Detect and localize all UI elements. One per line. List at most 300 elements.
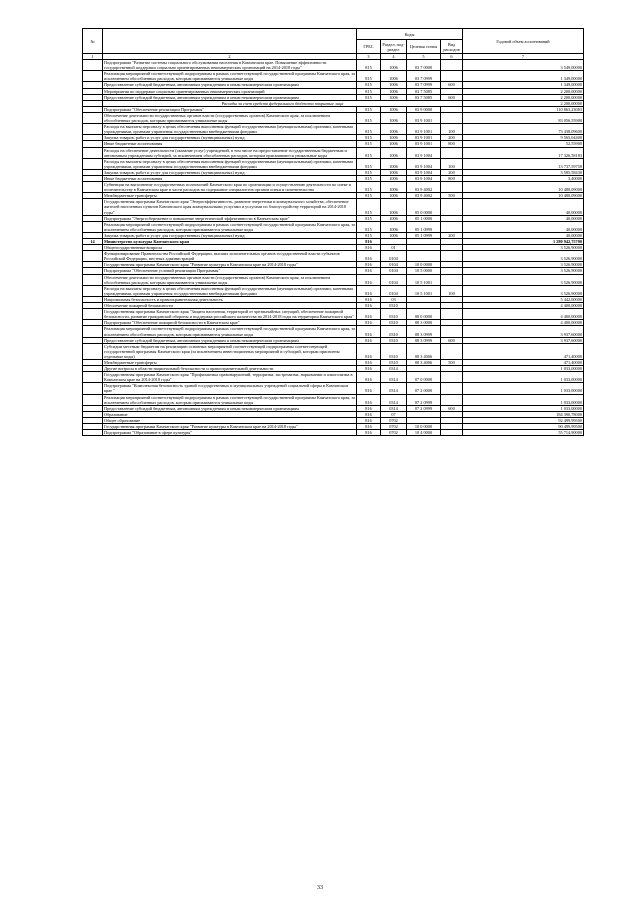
cell-amount: 3 526,90000 — [463, 274, 584, 285]
cell-target-article: 10 4 0000 — [407, 430, 441, 436]
header-csr: Целевая статья — [407, 40, 441, 54]
cell-amount: 184 390,78000 — [463, 411, 584, 417]
table-row — [83, 343, 584, 359]
table-row — [83, 199, 584, 215]
cell-razdel: 0104 — [381, 251, 407, 262]
table-row — [83, 60, 584, 71]
cell-expense-type — [441, 383, 463, 394]
cell-name: Субсидии местным бюджетам на реализацию основных мероприятий соответствующей подпрограммы соответствующей государственной программы Камчатского края (за исключением инвестиционных мероприятий и субсидий, которым присвоены отдельные коды) — [103, 343, 357, 359]
cell-num — [83, 60, 103, 71]
cell-expense-type: 600 — [441, 405, 463, 411]
cell-razdel: 1006 — [381, 182, 407, 193]
cell-target-article — [407, 251, 441, 262]
cell-name: Государственная программа Камчатского края "Профилактика правонарушений, терроризма, экстремизма, наркомании и алкоголизма в Камчатском крае на 2014-2018 годы" — [103, 372, 357, 383]
budget-table — [82, 28, 584, 436]
cell-num — [83, 326, 103, 337]
cell-target-article: 10 0 0000 — [407, 424, 441, 430]
cell-target-article: 03 9 1001 — [407, 135, 441, 141]
cell-num — [83, 251, 103, 262]
cell-target-article: 03 7 5085 — [407, 88, 441, 94]
table-row — [83, 285, 584, 296]
cell-grbs: 816 — [357, 262, 381, 268]
cell-expense-type — [441, 147, 463, 158]
cell-grbs: 815 — [357, 82, 381, 88]
cell-amount: 4 400,00000 — [463, 303, 584, 309]
cell-expense-type: 600 — [441, 337, 463, 343]
cell-grbs: 815 — [357, 135, 381, 141]
cell-razdel: 1006 — [381, 112, 407, 123]
cell-grbs: 815 — [357, 221, 381, 232]
cell-amount: 40,00000 — [463, 221, 584, 232]
table-row — [83, 221, 584, 232]
cell-razdel: 0310 — [381, 309, 407, 320]
cell-name: Подпрограмма "Обеспечение реализации Программы" — [103, 106, 357, 112]
cell-razdel: 0702 — [381, 424, 407, 430]
cell-amount: 1 349,00000 — [463, 82, 584, 88]
cell-num — [83, 285, 103, 296]
cell-expense-type — [441, 60, 463, 71]
cell-grbs: 816 — [357, 303, 381, 309]
cell-grbs: 816 — [357, 372, 381, 383]
cell-target-article: 03 9 4002 — [407, 182, 441, 193]
cell-target-article: 05 1 0999 — [407, 232, 441, 238]
cell-name: Расходы на обеспечение деятельности (оказание услуг) учреждений, в том числе на предоставление государственным бюджетным и автономным учреждениям субсидий, за исключением обособленных расходов, которым присваиваются уникальные коды — [103, 147, 357, 158]
header-grbs: ГРБС — [357, 40, 381, 54]
cell-target-article: 03 7 0999 — [407, 71, 441, 82]
table-row — [83, 158, 584, 169]
cell-amount: 40,00000 — [463, 199, 584, 215]
cell-grbs: 815 — [357, 112, 381, 123]
table-row — [83, 71, 584, 82]
cell-razdel: 1006 — [381, 193, 407, 199]
cell-name: Расходы на выплаты персоналу в целях обеспечения выполнения функций государственными (муниципальными) органами, казенными учреждениями, органами управления государственными внебюджетными фондами — [103, 158, 357, 169]
cell-num — [83, 221, 103, 232]
cell-expense-type — [441, 430, 463, 436]
cell-razdel: 0702 — [381, 430, 407, 436]
header-name — [103, 29, 357, 54]
cell-target-article: 08 3 0999 — [407, 326, 441, 337]
column-number: 1 — [83, 54, 103, 60]
cell-name: Государственная программа Камчатского края "Развитие культуры в Камчатском крае на 2014-2018 годы" — [103, 424, 357, 430]
cell-razdel: 1006 — [381, 135, 407, 141]
cell-expense-type: 100 — [441, 158, 463, 169]
cell-expense-type — [441, 182, 463, 193]
cell-name: Подпрограмма "Образование в сфере культуры" — [103, 430, 357, 436]
cell-expense-type — [441, 251, 463, 262]
cell-num — [83, 372, 103, 383]
cell-expense-type: 500 — [441, 193, 463, 199]
cell-expense-type — [441, 326, 463, 337]
table-row — [83, 274, 584, 285]
cell-name: Мероприятия по поддержке социально ориентированных некоммерческих организаций — [103, 88, 357, 94]
cell-target-article: 07 2 0999 — [407, 394, 441, 405]
cell-name: Обеспечение деятельности государственных органов власти (государственных органов) Камчатского края, за исключением обособленных расходов, которым присваиваются уникальные коды — [103, 274, 357, 285]
cell-target-article: 03 9 4002 — [407, 193, 441, 199]
table-row — [83, 326, 584, 337]
cell-razdel: 1006 — [381, 141, 407, 147]
cell-grbs: 815 — [357, 193, 381, 199]
cell-grbs: 815 — [357, 175, 381, 181]
table-row — [83, 251, 584, 262]
cell-grbs: 816 — [357, 309, 381, 320]
cell-grbs: 815 — [357, 182, 381, 193]
cell-amount: 4 400,00000 — [463, 309, 584, 320]
table-body — [83, 60, 584, 436]
cell-expense-type: 600 — [441, 82, 463, 88]
cell-amount: 471,40000 — [463, 343, 584, 359]
cell-razdel: 0702 — [381, 417, 407, 423]
cell-razdel: 1006 — [381, 88, 407, 94]
cell-name: Расходы на выплаты персоналу в целях обеспечения выполнения функций государственными (муниципальными) органами, казенными учреждениями, органами управления государственными внебюджетными фондами — [103, 124, 357, 135]
cell-amount: 10 480,09000 — [463, 193, 584, 199]
cell-name: Обеспечение деятельности государственных органов власти (государственных органов) Камчатского края, за исключением обособленных расходов, которым присваиваются уникальные коды — [103, 112, 357, 123]
cell-target-article: 03 9 1004 — [407, 169, 441, 175]
cell-razdel: 0314 — [381, 372, 407, 383]
cell-name: Закупка товаров, работ и услуг для государственных (муниципальных) нужд — [103, 232, 357, 238]
cell-amount: 13 737,59758 — [463, 158, 584, 169]
cell-target-article: 07 2 0000 — [407, 383, 441, 394]
cell-target-article: 03 9 1001 — [407, 124, 441, 135]
cell-name: Подпрограмма "Комплексная безопасность зданий государственных и муниципальных учреждений социальной сферы в Камчатском крае " — [103, 383, 357, 394]
header-razdel: Раздел, под-раздел — [382, 41, 405, 52]
cell-expense-type: 200 — [441, 232, 463, 238]
cell-grbs: 816 — [357, 337, 381, 343]
cell-amount: 40,00000 — [463, 232, 584, 238]
cell-num — [83, 343, 103, 359]
cell-name: Предоставление субсидий бюджетным, автономным учреждениям и иным некоммерческим организациям — [103, 337, 357, 343]
cell-amount: 1 033,00000 — [463, 372, 584, 383]
cell-amount: 3 549,00000 — [463, 60, 584, 71]
cell-razdel: 0310 — [381, 320, 407, 326]
cell-target-article: 03 7 5085 — [407, 94, 441, 100]
cell-razdel: 0104 — [381, 285, 407, 296]
cell-num — [83, 112, 103, 123]
cell-razdel: 1006 — [381, 124, 407, 135]
cell-num — [83, 124, 103, 135]
cell-name: Закупка товаров, работ и услуг для государственных (муниципальных) нужд — [103, 169, 357, 175]
header-codes: Коды — [357, 29, 463, 40]
page-number: 33 — [317, 885, 323, 891]
table-row — [83, 112, 584, 123]
cell-amount: 40,00000 — [463, 215, 584, 221]
cell-razdel: 0104 — [381, 268, 407, 274]
cell-target-article: 10 5 1001 — [407, 285, 441, 296]
cell-target-article: 03 9 1004 — [407, 158, 441, 169]
cell-grbs: 816 — [357, 383, 381, 394]
cell-amount: 3 585,58430 — [463, 169, 584, 175]
cell-num — [83, 147, 103, 158]
cell-target-article: 03 9 0000 — [407, 106, 441, 112]
table-header — [83, 29, 584, 60]
cell-name: Обеспечение пожарной безопасности — [103, 303, 357, 309]
table-row — [83, 383, 584, 394]
cell-name: Предоставление субсидий бюджетным, автономным учреждениям и иным некоммерческим организациям — [103, 94, 357, 100]
cell-amount: 3 526,90000 — [463, 285, 584, 296]
cell-expense-type: 800 — [441, 175, 463, 181]
cell-grbs: 816 — [357, 274, 381, 285]
cell-target-article: 03 7 0999 — [407, 82, 441, 88]
cell-amount: 1 033,00000 — [463, 383, 584, 394]
cell-name: Подпрограмма "Обеспечение пожарной безопасности в Камчатском крае" — [103, 320, 357, 326]
cell-name: Подпрограмма "Развитие системы социального обслуживания населения в Камчатском крае. Повышение эффективности государственной поддержки социально ориентированных некоммерческих организаций на 2014-2018 годы" — [103, 60, 357, 71]
cell-razdel: 0314 — [381, 366, 407, 372]
cell-amount: 55 714,90000 — [463, 430, 584, 436]
cell-expense-type — [441, 112, 463, 123]
cell-name: Национальная безопасность и правоохранительная деятельность — [103, 296, 357, 302]
cell-num — [83, 383, 103, 394]
cell-amount: 2 200,00000 — [463, 94, 584, 100]
cell-amount: 83 056,55900 — [463, 112, 584, 123]
cell-amount: 3 937,60000 — [463, 326, 584, 337]
cell-amount: 2 200,00000 — [463, 100, 584, 106]
cell-grbs: 816 — [357, 268, 381, 274]
cell-amount: 3,40000 — [463, 175, 584, 181]
cell-name: Реализация мероприятий соответствующей подпрограммы в рамках соответствующей государственной программы Камчатского края, за исключением обособленных расходов, которым присваиваются уникальные коды — [104, 221, 355, 232]
cell-name: Иные бюджетные ассигнования — [103, 141, 357, 147]
cell-grbs: 815 — [357, 60, 381, 71]
cell-razdel: 0310 — [381, 326, 407, 337]
column-number: 2 — [103, 54, 357, 60]
cell-amount: 4 400,00000 — [463, 320, 584, 326]
cell-num — [83, 71, 103, 82]
cell-name: Межбюджетные трансферты — [103, 359, 357, 365]
column-number: 4 — [381, 54, 407, 60]
cell-target-article: 05 1 0999 — [407, 221, 441, 232]
cell-amount: 1 349,00000 — [463, 71, 584, 82]
cell-target-article: 03 7 0000 — [407, 60, 441, 71]
cell-grbs: 815 — [357, 215, 381, 221]
cell-amount: 1 033,00000 — [463, 394, 584, 405]
cell-grbs: 816 — [357, 430, 381, 436]
cell-amount: 9 565,04400 — [463, 135, 584, 141]
cell-grbs: 815 — [357, 199, 381, 215]
cell-razdel: 1006 — [381, 199, 407, 215]
cell-target-article: 05 0 0000 — [407, 199, 441, 215]
cell-amount: 110 863,23083 — [463, 106, 584, 112]
table-row — [83, 182, 584, 193]
cell-amount: 17 326,58183 — [463, 147, 584, 158]
table-row — [83, 147, 584, 158]
cell-expense-type — [441, 71, 463, 82]
cell-amount: 1 280 942,75700 — [463, 239, 584, 245]
cell-razdel: 1006 — [381, 158, 407, 169]
cell-name: Межбюджетные трансферты — [103, 193, 357, 199]
cell-amount: 92 499,99500 — [463, 417, 584, 423]
cell-grbs: 816 — [357, 320, 381, 326]
cell-razdel: 07 — [381, 411, 407, 417]
cell-razdel: 1006 — [381, 94, 407, 100]
cell-target-article: 03 9 1001 — [407, 141, 441, 147]
cell-expense-type: 100 — [441, 124, 463, 135]
cell-grbs: 816 — [357, 326, 381, 337]
cell-razdel: 0314 — [381, 394, 407, 405]
cell-razdel: 1006 — [381, 106, 407, 112]
cell-grbs: 815 — [357, 232, 381, 238]
cell-grbs: 816 — [357, 417, 381, 423]
cell-name: Предоставление субсидий бюджетным, автономным учреждениям и иным некоммерческим организациям — [103, 82, 357, 88]
cell-grbs: 816 — [357, 424, 381, 430]
cell-name: Субвенции на выполнение государственных полномочий Камчатского края по организации и осуществлению деятельности по опеке и попечительству в Камчатском крае в части расходов на содержание специалистов органов опеки и попечительства — [103, 182, 357, 193]
cell-num — [83, 182, 103, 193]
header-num: № — [83, 29, 103, 54]
cell-name: Предоставление субсидий бюджетным, автономным учреждениям и иным некоммерческим организациям — [103, 405, 357, 411]
cell-razdel: 1006 — [381, 82, 407, 88]
cell-note: Расходы за счет средств федерального бюджета покрытые лица — [103, 100, 463, 106]
cell-name: Другие вопросы в области национальной безопасности и правоохранительной деятельности — [103, 366, 357, 372]
cell-target-article: 03 9 1001 — [407, 112, 441, 123]
cell-amount: 3 937,60000 — [463, 337, 584, 343]
cell-num — [83, 158, 103, 169]
cell-expense-type — [441, 199, 463, 215]
cell-name: Закупка товаров, работ и услуг для государственных (муниципальных) нужд — [103, 135, 357, 141]
cell-name: Государственная программа Камчатского края "Развитие культуры в Камчатском крае на 2014-2018 годы" — [103, 262, 357, 268]
cell-name: Подпрограмма "Энергосбережение и повышение энергетической эффективности в Камчатском крае" — [103, 215, 357, 221]
cell-expense-type: 200 — [441, 135, 463, 141]
cell-amount: 73 438,09600 — [463, 124, 584, 135]
cell-name: Реализация мероприятий соответствующей подпрограммы в рамках соответствующей государственной программы Камчатского края, за исключением обособленных расходов, которым присваиваются уникальные коды — [104, 394, 355, 405]
cell-num: 14 — [83, 239, 103, 245]
cell-name: Министерство культуры Камчатского края — [103, 239, 357, 245]
cell-amount: 90 499,99500 — [463, 424, 584, 430]
cell-grbs: 816 — [357, 359, 381, 365]
cell-grbs: 816 — [357, 285, 381, 296]
cell-expense-type: 100 — [441, 285, 463, 296]
cell-amount: 5 442,00000 — [463, 296, 584, 302]
cell-target-article: 10 5 0000 — [407, 268, 441, 274]
cell-expense-type — [441, 372, 463, 383]
cell-expense-type — [441, 394, 463, 405]
cell-razdel: 0314 — [381, 383, 407, 394]
cell-expense-type: 800 — [441, 141, 463, 147]
cell-grbs: 815 — [357, 71, 381, 82]
cell-name: Иные бюджетные ассигнования — [103, 175, 357, 181]
header-vr: Вид расходов — [441, 40, 463, 54]
cell-expense-type — [441, 309, 463, 320]
cell-amount: 1 033,00000 — [463, 405, 584, 411]
cell-grbs: 816 — [357, 239, 381, 245]
cell-grbs: 815 — [357, 141, 381, 147]
cell-razdel: 03 — [381, 296, 407, 302]
cell-razdel: 1006 — [381, 60, 407, 71]
table-row — [83, 309, 584, 320]
cell-grbs: 815 — [357, 106, 381, 112]
cell-target-article: 03 9 1004 — [407, 175, 441, 181]
cell-razdel: 0310 — [381, 337, 407, 343]
cell-name: Общегосударственные вопросы — [103, 245, 357, 251]
column-number: 7 — [463, 54, 584, 60]
cell-name: Реализация мероприятий соответствующей подпрограммы в рамках соответствующей государственной программы Камчатского края, за исключением обособленных расходов, которым присваиваются уникальные коды — [104, 71, 355, 82]
cell-amount: 471,40000 — [463, 359, 584, 365]
cell-target-article: 08 3 0999 — [407, 337, 441, 343]
cell-razdel: 1006 — [381, 215, 407, 221]
cell-grbs: 816 — [357, 343, 381, 359]
cell-amount: 3 526,90000 — [463, 268, 584, 274]
cell-razdel: 0104 — [381, 274, 407, 285]
cell-num — [83, 309, 103, 320]
cell-target-article: 08 3 0000 — [407, 320, 441, 326]
cell-num — [83, 199, 103, 215]
cell-razdel: 0310 — [381, 359, 407, 365]
cell-expense-type — [441, 343, 463, 359]
table-row — [83, 124, 584, 135]
header-amount: Годовой объем ассигнований — [463, 29, 584, 54]
cell-target-article: 10 0 0000 — [407, 262, 441, 268]
cell-target-article: 08 3 4006 — [407, 343, 441, 359]
cell-expense-type: 500 — [441, 359, 463, 365]
cell-name: Функционирование Правительства Российской Федерации, высших исполнительных органов государственной власти субъектов Российской Федерации, местных администраций — [103, 251, 357, 262]
cell-razdel: 1006 — [381, 221, 407, 232]
cell-target-article: 07 0 0000 — [407, 372, 441, 383]
cell-amount: 3 526,90000 — [463, 251, 584, 262]
cell-name: Государственная программа Камчатского края "Энергоэффективность, развитие энергетики и коммунального хозяйства, обеспечение жителей населенных пунктов Камчатского края коммунальными услугами и услугами по благоустройству территорий на 2014-2018 годы" — [103, 199, 357, 215]
cell-num — [83, 274, 103, 285]
cell-target-article: 08 3 4006 — [407, 359, 441, 365]
cell-grbs: 816 — [357, 394, 381, 405]
cell-target-article: 10 5 1001 — [407, 274, 441, 285]
cell-grbs: 816 — [357, 411, 381, 417]
cell-expense-type: 600 — [441, 94, 463, 100]
cell-name: Государственная программа Камчатского края "Защита населения, территорий от чрезвычайных ситуаций, обеспечение пожарной безопасности, развитие гражданской обороны и поддержка российского казачества на 2014-2018 годы на территории Камчатского края" — [103, 309, 357, 320]
cell-target-article: 08 0 0000 — [407, 309, 441, 320]
cell-grbs: 816 — [357, 245, 381, 251]
cell-grbs: 815 — [357, 88, 381, 94]
cell-razdel: 1006 — [381, 175, 407, 181]
cell-name: Общее образование — [103, 417, 357, 423]
cell-name: Образование — [103, 411, 357, 417]
cell-razdel: 0104 — [381, 262, 407, 268]
cell-grbs: 815 — [357, 147, 381, 158]
cell-razdel: 1006 — [381, 169, 407, 175]
cell-razdel: 0310 — [381, 343, 407, 359]
cell-razdel: 0314 — [381, 405, 407, 411]
column-number: 6 — [441, 54, 463, 60]
cell-grbs: 815 — [357, 124, 381, 135]
table-row — [83, 430, 584, 436]
cell-grbs: 815 — [357, 169, 381, 175]
cell-name: Реализация мероприятий соответствующей подпрограммы в рамках соответствующей государственной программы Камчатского края, за исключением обособленных расходов, которым присваиваются уникальные коды — [104, 326, 355, 337]
cell-amount: 3 526,90000 — [463, 262, 584, 268]
cell-amount: 3 526,90000 — [463, 245, 584, 251]
cell-grbs: 815 — [357, 158, 381, 169]
cell-grbs: 816 — [357, 251, 381, 262]
cell-target-article: 03 9 1004 — [407, 147, 441, 158]
table-row — [83, 372, 584, 383]
cell-grbs: 816 — [357, 405, 381, 411]
cell-grbs: 816 — [357, 366, 381, 372]
cell-target-article: 07 2 0999 — [407, 405, 441, 411]
cell-amount: 2 200,00000 — [463, 88, 584, 94]
cell-target-article: 05 1 0000 — [407, 215, 441, 221]
cell-amount: 1 033,00000 — [463, 366, 584, 372]
cell-amount: 10 480,09000 — [463, 182, 584, 193]
cell-expense-type — [441, 221, 463, 232]
cell-num — [83, 394, 103, 405]
cell-grbs: 815 — [357, 94, 381, 100]
cell-name: Подпрограмма "Обеспечение условий реализации Программы" — [103, 268, 357, 274]
cell-grbs: 816 — [357, 296, 381, 302]
cell-expense-type — [441, 274, 463, 285]
cell-amount: 52,55900 — [463, 141, 584, 147]
cell-razdel: 1006 — [381, 71, 407, 82]
cell-num — [83, 430, 103, 436]
column-number: 5 — [407, 54, 441, 60]
cell-razdel: 1006 — [381, 232, 407, 238]
cell-razdel: 0310 — [381, 303, 407, 309]
cell-razdel: 1006 — [381, 147, 407, 158]
cell-name: Расходы на выплаты персоналу в целях обеспечения выполнения функций государственными (муниципальными) органами, казенными учреждениями, органами управления государственными внебюджетными фондами — [103, 285, 357, 296]
cell-expense-type: 200 — [441, 169, 463, 175]
column-number: 3 — [357, 54, 381, 60]
